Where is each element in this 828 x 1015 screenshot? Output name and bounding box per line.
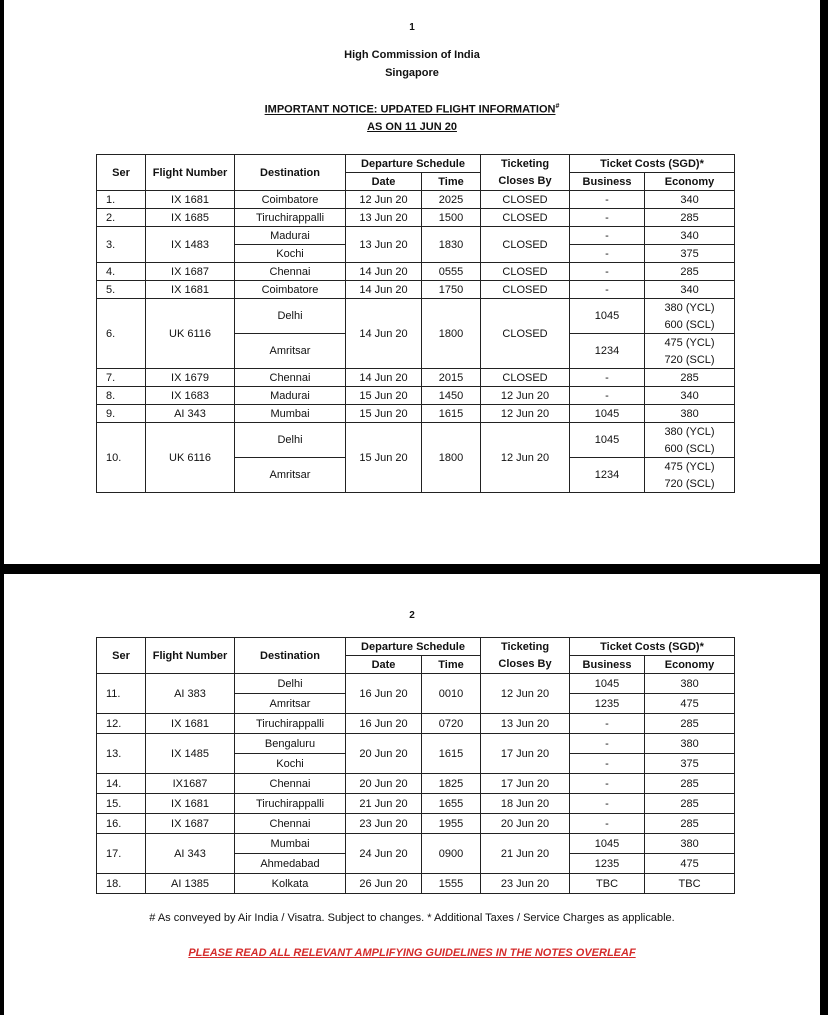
header-date: Date xyxy=(346,173,422,191)
destination-cell: Delhi xyxy=(235,674,346,694)
notice-date xyxy=(4,121,820,133)
economy-cell: 285 xyxy=(645,714,735,734)
table-row xyxy=(97,714,735,734)
ser-cell: 11. xyxy=(97,674,146,714)
ser-cell: 17. xyxy=(97,834,146,874)
header-ticket-costs: Ticket Costs (SGD)* xyxy=(570,638,735,656)
destination-cell: Bengaluru xyxy=(235,734,346,754)
closes-cell: 21 Jun 20 xyxy=(481,834,570,874)
time-cell: 1750 xyxy=(422,281,481,299)
ser-cell: 9. xyxy=(97,405,146,423)
business-cell: 1234 xyxy=(570,458,645,493)
org-location: Singapore xyxy=(385,67,439,79)
closes-cell: 12 Jun 20 xyxy=(481,674,570,714)
business-cell: - xyxy=(570,263,645,281)
guidelines-warning xyxy=(4,947,820,959)
destination-cell: Mumbai xyxy=(235,834,346,854)
time-cell: 1450 xyxy=(422,387,481,405)
business-cell: 1045 xyxy=(570,299,645,334)
time-cell: 1800 xyxy=(422,299,481,369)
flight-table-2 xyxy=(96,637,735,894)
table-row xyxy=(97,794,735,814)
economy-cell: 475 (YCL) xyxy=(645,334,735,352)
closes-cell: CLOSED xyxy=(481,281,570,299)
flight-cell: IX 1687 xyxy=(146,814,235,834)
date-cell: 14 Jun 20 xyxy=(346,369,422,387)
date-cell: 24 Jun 20 xyxy=(346,834,422,874)
date-cell: 13 Jun 20 xyxy=(346,227,422,263)
economy-cell: 340 xyxy=(645,387,735,405)
table-row xyxy=(97,834,735,854)
destination-cell: Coimbatore xyxy=(235,191,346,209)
ser-cell: 18. xyxy=(97,874,146,894)
as-on-date: AS ON 11 JUN 20 xyxy=(367,121,457,133)
date-cell: 14 Jun 20 xyxy=(346,263,422,281)
destination-cell: Amritsar xyxy=(235,334,346,369)
date-cell: 14 Jun 20 xyxy=(346,299,422,369)
economy-cell: 380 xyxy=(645,734,735,754)
header-closes-by: Closes By xyxy=(481,656,570,674)
header-flight-number: Flight Number xyxy=(146,638,235,674)
ser-cell: 10. xyxy=(97,423,146,493)
time-cell: 1825 xyxy=(422,774,481,794)
ser-cell: 14. xyxy=(97,774,146,794)
business-cell: - xyxy=(570,227,645,245)
date-cell: 20 Jun 20 xyxy=(346,734,422,774)
flight-table-1 xyxy=(96,154,735,493)
destination-cell: Mumbai xyxy=(235,405,346,423)
header-destination: Destination xyxy=(235,155,346,191)
business-cell: - xyxy=(570,754,645,774)
flight-cell: IX 1681 xyxy=(146,191,235,209)
business-cell: - xyxy=(570,714,645,734)
business-cell: 1234 xyxy=(570,334,645,369)
page-number: 1 xyxy=(409,22,415,33)
economy-cell: 720 (SCL) xyxy=(645,351,735,369)
flight-cell: IX 1681 xyxy=(146,281,235,299)
header-ticketing: Ticketing xyxy=(481,155,570,173)
notice-title xyxy=(4,103,820,116)
header-closes-by: Closes By xyxy=(481,173,570,191)
date-cell: 15 Jun 20 xyxy=(346,387,422,405)
header-economy: Economy xyxy=(645,656,735,674)
flight-cell: IX 1681 xyxy=(146,794,235,814)
destination-cell: Kochi xyxy=(235,754,346,774)
economy-cell: 285 xyxy=(645,263,735,281)
economy-cell: 340 xyxy=(645,227,735,245)
business-cell: 1045 xyxy=(570,674,645,694)
table-row xyxy=(97,209,735,227)
flight-cell: IX 1681 xyxy=(146,714,235,734)
header-ser: Ser xyxy=(97,638,146,674)
flight-cell: AI 1385 xyxy=(146,874,235,894)
business-cell: - xyxy=(570,734,645,754)
destination-cell: Delhi xyxy=(235,299,346,334)
economy-cell: 285 xyxy=(645,794,735,814)
closes-cell: CLOSED xyxy=(481,299,570,369)
time-cell: 1830 xyxy=(422,227,481,263)
business-cell: TBC xyxy=(570,874,645,894)
header-ticket-costs: Ticket Costs (SGD)* xyxy=(570,155,735,173)
destination-cell: Madurai xyxy=(235,387,346,405)
table-row xyxy=(97,874,735,894)
table-row xyxy=(97,423,735,441)
time-cell: 1500 xyxy=(422,209,481,227)
economy-cell: 285 xyxy=(645,774,735,794)
business-cell: - xyxy=(570,774,645,794)
closes-cell: 12 Jun 20 xyxy=(481,387,570,405)
date-cell: 14 Jun 20 xyxy=(346,281,422,299)
ser-cell: 13. xyxy=(97,734,146,774)
economy-cell: 475 xyxy=(645,694,735,714)
date-cell: 12 Jun 20 xyxy=(346,191,422,209)
date-cell: 13 Jun 20 xyxy=(346,209,422,227)
time-cell: 0010 xyxy=(422,674,481,714)
time-cell: 1615 xyxy=(422,734,481,774)
ser-cell: 7. xyxy=(97,369,146,387)
destination-cell: Delhi xyxy=(235,423,346,458)
economy-cell: 600 (SCL) xyxy=(645,440,735,458)
header-flight-number: Flight Number xyxy=(146,155,235,191)
economy-cell: 285 xyxy=(645,209,735,227)
economy-cell: 380 (YCL) xyxy=(645,423,735,441)
notice-title-text: IMPORTANT NOTICE: UPDATED FLIGHT INFORMATION xyxy=(264,103,556,116)
business-cell: - xyxy=(570,281,645,299)
ser-cell: 5. xyxy=(97,281,146,299)
time-cell: 0900 xyxy=(422,834,481,874)
table-row xyxy=(97,227,735,245)
header-date: Date xyxy=(346,656,422,674)
business-cell: 1045 xyxy=(570,834,645,854)
business-cell: 1235 xyxy=(570,854,645,874)
business-cell: - xyxy=(570,209,645,227)
table-row xyxy=(97,387,735,405)
destination-cell: Amritsar xyxy=(235,458,346,493)
economy-cell: 380 xyxy=(645,405,735,423)
header-business: Business xyxy=(570,173,645,191)
closes-cell: 18 Jun 20 xyxy=(481,794,570,814)
business-cell: - xyxy=(570,794,645,814)
business-cell: - xyxy=(570,814,645,834)
closes-cell: 20 Jun 20 xyxy=(481,814,570,834)
flight-cell: AI 383 xyxy=(146,674,235,714)
economy-cell: 720 (SCL) xyxy=(645,475,735,493)
flight-cell: UK 6116 xyxy=(146,299,235,369)
page-number: 2 xyxy=(409,610,415,621)
table-row xyxy=(97,191,735,209)
business-cell: 1045 xyxy=(570,405,645,423)
header-destination: Destination xyxy=(235,638,346,674)
destination-cell: Tiruchirappalli xyxy=(235,209,346,227)
table-row xyxy=(97,405,735,423)
economy-cell: 285 xyxy=(645,369,735,387)
header-business: Business xyxy=(570,656,645,674)
notice-title-mark: # xyxy=(555,103,560,110)
ser-cell: 3. xyxy=(97,227,146,263)
economy-cell: 340 xyxy=(645,191,735,209)
header-departure-schedule: Departure Schedule xyxy=(346,638,481,656)
flight-cell: IX 1683 xyxy=(146,387,235,405)
header-ser: Ser xyxy=(97,155,146,191)
destination-cell: Amritsar xyxy=(235,694,346,714)
destination-cell: Coimbatore xyxy=(235,281,346,299)
closes-cell: CLOSED xyxy=(481,191,570,209)
table-row xyxy=(97,299,735,317)
economy-cell: 380 (YCL) xyxy=(645,299,735,317)
closes-cell: 17 Jun 20 xyxy=(481,734,570,774)
business-cell: - xyxy=(570,191,645,209)
business-cell: - xyxy=(570,369,645,387)
flight-cell: AI 343 xyxy=(146,405,235,423)
document-page-2 xyxy=(4,574,820,1015)
time-cell: 1555 xyxy=(422,874,481,894)
ser-cell: 12. xyxy=(97,714,146,734)
time-cell: 2015 xyxy=(422,369,481,387)
date-cell: 23 Jun 20 xyxy=(346,814,422,834)
table-row xyxy=(97,263,735,281)
time-cell: 1800 xyxy=(422,423,481,493)
date-cell: 15 Jun 20 xyxy=(346,405,422,423)
closes-cell: CLOSED xyxy=(481,227,570,263)
economy-cell: 475 (YCL) xyxy=(645,458,735,476)
table-row xyxy=(97,674,735,694)
economy-cell: 380 xyxy=(645,674,735,694)
economy-cell: 380 xyxy=(645,834,735,854)
ser-cell: 2. xyxy=(97,209,146,227)
closes-cell: 23 Jun 20 xyxy=(481,874,570,894)
org-name: High Commission of India xyxy=(344,49,480,61)
date-cell: 26 Jun 20 xyxy=(346,874,422,894)
header-departure-schedule: Departure Schedule xyxy=(346,155,481,173)
closes-cell: CLOSED xyxy=(481,209,570,227)
flight-cell: IX1687 xyxy=(146,774,235,794)
economy-cell: 475 xyxy=(645,854,735,874)
time-cell: 1615 xyxy=(422,405,481,423)
closes-cell: 12 Jun 20 xyxy=(481,405,570,423)
ser-cell: 15. xyxy=(97,794,146,814)
destination-cell: Chennai xyxy=(235,814,346,834)
closes-cell: CLOSED xyxy=(481,263,570,281)
date-cell: 16 Jun 20 xyxy=(346,714,422,734)
footnote: # As conveyed by Air India / Visatra. Subject to changes. * Additional Taxes / Service Charges as applicable. xyxy=(149,912,675,924)
date-cell: 21 Jun 20 xyxy=(346,794,422,814)
ser-cell: 1. xyxy=(97,191,146,209)
ser-cell: 6. xyxy=(97,299,146,369)
table-row xyxy=(97,774,735,794)
closes-cell: 17 Jun 20 xyxy=(481,774,570,794)
flight-cell: IX 1483 xyxy=(146,227,235,263)
economy-cell: 600 (SCL) xyxy=(645,316,735,334)
flight-cell: UK 6116 xyxy=(146,423,235,493)
destination-cell: Kochi xyxy=(235,245,346,263)
table-row xyxy=(97,281,735,299)
date-cell: 15 Jun 20 xyxy=(346,423,422,493)
destination-cell: Madurai xyxy=(235,227,346,245)
ser-cell: 4. xyxy=(97,263,146,281)
document-page-1 xyxy=(4,0,820,564)
time-cell: 1655 xyxy=(422,794,481,814)
table-row xyxy=(97,369,735,387)
destination-cell: Chennai xyxy=(235,263,346,281)
destination-cell: Tiruchirappalli xyxy=(235,714,346,734)
date-cell: 20 Jun 20 xyxy=(346,774,422,794)
header-economy: Economy xyxy=(645,173,735,191)
ser-cell: 8. xyxy=(97,387,146,405)
economy-cell: 375 xyxy=(645,245,735,263)
economy-cell: 375 xyxy=(645,754,735,774)
flight-cell: IX 1685 xyxy=(146,209,235,227)
closes-cell: 12 Jun 20 xyxy=(481,423,570,493)
flight-cell: IX 1485 xyxy=(146,734,235,774)
header-time: Time xyxy=(422,656,481,674)
flight-cell: IX 1687 xyxy=(146,263,235,281)
ser-cell: 16. xyxy=(97,814,146,834)
business-cell: 1235 xyxy=(570,694,645,714)
destination-cell: Chennai xyxy=(235,774,346,794)
time-cell: 2025 xyxy=(422,191,481,209)
business-cell: - xyxy=(570,245,645,263)
economy-cell: 340 xyxy=(645,281,735,299)
header-time: Time xyxy=(422,173,481,191)
table-row xyxy=(97,734,735,754)
time-cell: 1955 xyxy=(422,814,481,834)
business-cell: 1045 xyxy=(570,423,645,458)
table-row xyxy=(97,814,735,834)
destination-cell: Ahmedabad xyxy=(235,854,346,874)
business-cell: - xyxy=(570,387,645,405)
economy-cell: TBC xyxy=(645,874,735,894)
guidelines-warning-text: PLEASE READ ALL RELEVANT AMPLIFYING GUIDELINES IN THE NOTES OVERLEAF xyxy=(188,947,636,959)
closes-cell: 13 Jun 20 xyxy=(481,714,570,734)
date-cell: 16 Jun 20 xyxy=(346,674,422,714)
flight-cell: AI 343 xyxy=(146,834,235,874)
economy-cell: 285 xyxy=(645,814,735,834)
destination-cell: Tiruchirappalli xyxy=(235,794,346,814)
flight-cell: IX 1679 xyxy=(146,369,235,387)
destination-cell: Chennai xyxy=(235,369,346,387)
time-cell: 0720 xyxy=(422,714,481,734)
closes-cell: CLOSED xyxy=(481,369,570,387)
time-cell: 0555 xyxy=(422,263,481,281)
header-ticketing: Ticketing xyxy=(481,638,570,656)
destination-cell: Kolkata xyxy=(235,874,346,894)
